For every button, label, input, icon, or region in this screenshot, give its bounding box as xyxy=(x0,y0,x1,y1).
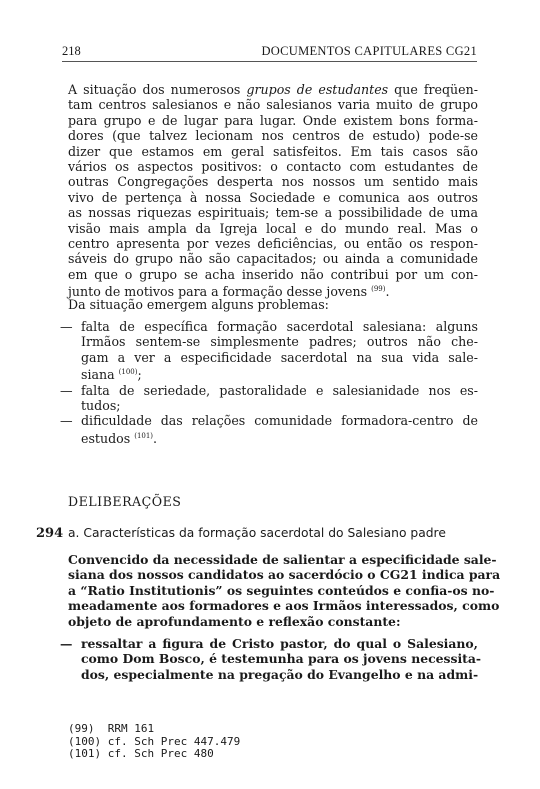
list-item: — falta de específica formação sacerdotal salesiana: alguns Irmãos sentem-se simplesmente padres; outros não che- gam a ver a especificidade sacerdotal na sua vida sale- siana $^{(100)}$; xyxy=(60,319,478,383)
deliberation-list xyxy=(60,636,482,682)
intro-line: vivo de pertença à nossa Sociedade e comunica aos outros xyxy=(68,189,478,205)
deliberation-paragraph: Convencido da necessidade de salientar a especificidade sale- siana dos nossos candidatos ao sacerdócio o CG21 indica para a “Ratio Institutionis” os seguintes conteúdos e confia-os no- meadamente aos formadores e aos Irmãos interessados, como objeto de aprofundamento e reflexão constante: xyxy=(68,552,501,629)
intro-line: outras Congregações desperta nos nossos um sentido mais xyxy=(68,174,478,190)
problems-lead: Da situação emergem alguns problemas: xyxy=(68,297,329,312)
footnotes xyxy=(68,723,368,761)
problems-list xyxy=(60,319,478,446)
intro-line: visão mais ampla da Igreja local e do mundo real. Mas o xyxy=(68,220,478,236)
list-item: — ressaltar a figura de Cristo pastor, do qual o Salesiano, como Dom Bosco, é testemunha para os jovens necessita- dos, especialmente na pregação do Evangelho e na admi- xyxy=(60,636,482,682)
dash-bullet: — xyxy=(60,636,73,651)
running-title: DOCUMENTOS CAPITULARES CG21 xyxy=(261,44,477,58)
intro-line: dores (que talvez lecionam nos centros de estudo) pode-se xyxy=(68,128,478,144)
intro-line: em que o grupo se acha inserido não contribui por um con- xyxy=(68,266,478,282)
intro-line: centro apresenta por vezes deficiências, ou então os respon- xyxy=(68,236,478,252)
page-header xyxy=(62,40,477,62)
intro-line: A situação dos numerosos grupos de estudantes que freqüen- xyxy=(68,82,478,97)
intro-line: junto de motivos para a formação desse jovens $^{(99)}$. xyxy=(68,284,390,300)
intro-line: as nossas riquezas espirituais; tem-se a possibilidade de uma xyxy=(68,205,478,221)
dash-bullet: — xyxy=(60,413,73,429)
intro-line: sáveis do grupo não são capacitados; ou ainda a comunidade xyxy=(68,251,478,267)
emphasis-groups: grupos de estudantes xyxy=(246,82,389,97)
intro-paragraph xyxy=(68,82,478,300)
dash-bullet: — xyxy=(60,382,73,398)
footnote-ref[interactable]: (101) xyxy=(134,431,154,440)
deliberations-title: DELIBERAÇÕES xyxy=(68,494,182,509)
footnote: (99) RRM 161 xyxy=(68,722,155,735)
dash-bullet: — xyxy=(60,319,73,334)
header-rule xyxy=(62,61,477,62)
subheading: a. Características da formação sacerdotal do Salesiano padre xyxy=(68,526,446,540)
margin-number: 294 xyxy=(36,526,64,541)
intro-line: vários os aspectos positivos: o contacto com estudantes de xyxy=(68,159,478,175)
page-number: 218 xyxy=(62,44,81,58)
footnote: (100) cf. Sch Prec 447.479 xyxy=(68,734,241,748)
intro-line: dizer que estamos em geral satisfeitos. Em tais casos são xyxy=(68,143,478,159)
list-item: — dificuldade das relações comunidade formadora-centro de estudos $^{(101)}$. xyxy=(60,413,478,446)
footnote: (101) cf. Sch Prec 480 xyxy=(68,747,214,760)
list-item: — falta de seriedade, pastoralidade e salesianidade nos es- tudos; xyxy=(60,382,478,414)
intro-line: tam centros salesianos e não salesianos varia muito de grupo xyxy=(68,97,478,113)
intro-line: para grupo e de lugar para lugar. Onde existem bons forma- xyxy=(68,112,478,128)
footnote-ref[interactable]: (100) xyxy=(118,368,138,377)
footnote-ref[interactable]: (99) xyxy=(371,285,386,294)
